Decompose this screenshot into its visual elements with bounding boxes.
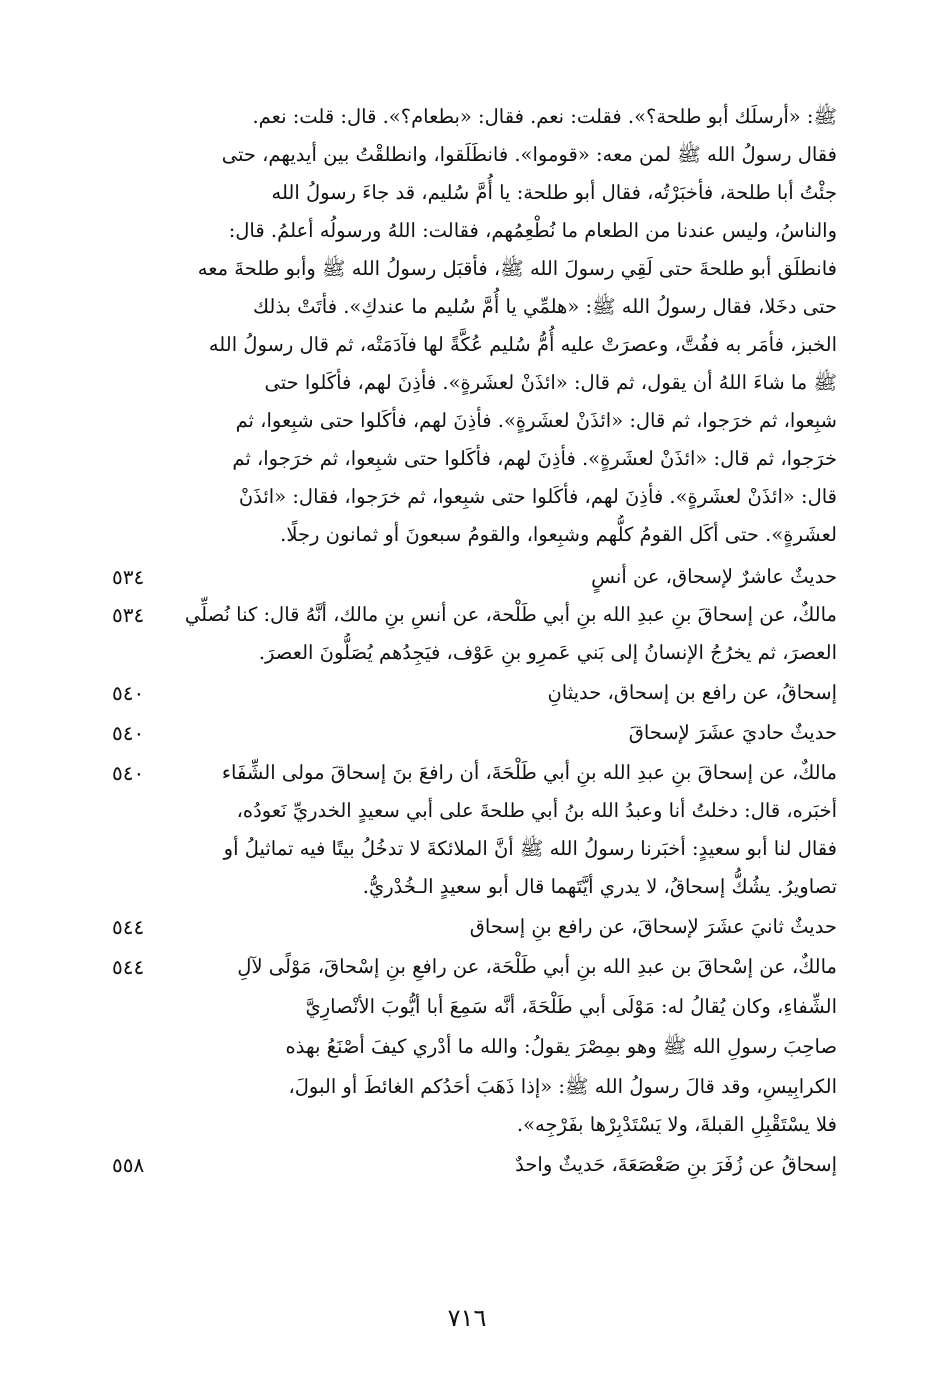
text-line: ﷺ: «أرسلَك أبو طلحة؟». فقلت: نعم. فقال: «بطعام؟». قال: قلت: نعم. <box>252 105 837 128</box>
index-page-number: ٥٤٤ <box>112 955 145 979</box>
index-page-number: ٥٤٤ <box>112 915 145 939</box>
text-line: ﷺ ما شاءَ اللهُ أن يقول، ثم قال: «ائذَنْ لعشَرةٍ». فأذِنَ لهم، فأكَلوا حتى <box>264 371 837 394</box>
index-entry-continuation: الكرابِيسِ، وقد قالَ رسولُ الله ﷺ: «إذا ذَهَبَ أحَدُكم الغائطَ أو البولَ، <box>288 1075 837 1098</box>
text-line: فانطلَق أبو طلحةَ حتى لَقِي رسولَ الله ﷺ، فأقبَل رسولُ الله ﷺ وأبو طلحةَ معه <box>197 257 837 280</box>
text-line: لعشَرةٍ». حتى أكَل القومُ كلُّهم وشبِعوا، والقومُ سبعونَ أو ثمانون رجلًا. <box>280 523 837 546</box>
text-line: حتى دخَلا، فقال رسولُ الله ﷺ: «هلمِّي يا أُمَّ سُليم ما عندكِ». فأتَتْ بذلك <box>252 295 837 318</box>
index-entry-continuation: فقال لنا أبو سعيدٍ: أخبَرنا رسولُ الله ﷺ أنَّ الملائكةَ لا تدخُلُ بيتًا فيه تماثيلُ أو <box>223 837 837 860</box>
index-heading: إسحاقُ عن زُفَرَ بنِ صَعْصَعَةَ، حَديثٌ واحدٌ <box>515 1153 837 1176</box>
index-page-number: ٥٥٨ <box>112 1153 145 1177</box>
text-line: شبِعوا، ثم خرَجوا، ثم قال: «ائذَنْ لعشَرةٍ». فأذِنَ لهم، فأكَلوا حتى شبِعوا، ثم <box>235 409 837 432</box>
index-heading: حديثٌ عاشرٌ لإسحاق، عن أنسٍ <box>591 565 837 588</box>
index-heading: حديثٌ حاديَ عشَرَ لإسحاقَ <box>628 721 837 744</box>
text-line: خرَجوا، ثم قال: «ائذَنْ لعشَرةٍ». فأذِنَ لهم، فأكَلوا حتى شبِعوا، ثم خرَجوا، ثم <box>232 447 837 470</box>
index-heading: حديثٌ ثانيَ عشَرَ لإسحاقَ، عن رافع بنِ إسحاق <box>469 915 837 938</box>
index-entry: مالكٌ، عن إسْحاقَ بن عبدِ الله بنِ أبي طَلْحَة، عن رافعِ بنِ إسْحاقَ، مَوْلًى لآلِ <box>237 955 837 978</box>
index-entry-continuation: صاحِبَ رسولِ الله ﷺ وهو بمِصْرَ يقولُ: والله ما أدْري كيفَ أصْنَعُ بهذه <box>285 1035 837 1058</box>
page-number: ٧١٦ <box>447 1304 487 1332</box>
index-entry-continuation: الشِّفاءِ، وكان يُقالُ له: مَوْلَى أبي طَلْحَةَ، أنَّه سَمِعَ أبا أيُّوبَ الأنْصارِيَّ <box>305 995 837 1018</box>
text-line: قال: «ائذَنْ لعشَرةٍ». فأذِنَ لهم، فأكَلوا حتى شبِعوا، ثم خرَجوا، فقال: «ائذَنْ <box>238 485 837 508</box>
text-line: جئْتُ أبا طلحة، فأخبَرْتُه، فقال أبو طلحة: يا أُمَّ سُليم، قد جاءَ رسولُ الله <box>271 181 837 204</box>
text-line: والناسُ، وليس عندنا من الطعام ما نُطْعِمُهم، فقالت: اللهُ ورسولُه أعلمُ. قال: <box>228 219 837 242</box>
index-entry: مالكٌ، عن إسحاقَ بنِ عبدِ الله بنِ أبي طَلْحَةَ، أن رافعَ بنَ إسحاقَ مولى الشِّفَاء <box>221 761 837 784</box>
text-line: فقال رسولُ الله ﷺ لمن معه: «قوموا». فانطَلَقوا، وانطلقْتُ بين أيديهم، حتى <box>221 143 837 166</box>
index-entry-continuation: فلا يسْتَقْبِلِ القبلةَ، ولا يَسْتَدْبِرْها بفَرْجِه». <box>516 1113 837 1136</box>
index-page-number: ٥٤٠ <box>112 761 145 785</box>
index-entry-continuation: أخبَره، قال: دخلتُ أنا وعبدُ الله بنُ أبي طلحةَ على أبي سعيدٍ الخدريِّ نَعودُه، <box>236 799 837 822</box>
index-entry-continuation: تصاويرُ. يشُكُّ إسحاقُ، لا يدري أيَّتَهما قال أبو سعيدٍ الـخُدْريُّ. <box>362 875 837 898</box>
index-entry-continuation: العصرَ، ثم يخرُجُ الإنسانُ إلى بَني عَمرِو بنِ عَوْف، فيَجِدُهم يُصَلُّونَ العصرَ. <box>258 641 837 664</box>
index-page-number: ٥٣٤ <box>112 603 145 627</box>
index-entry: مالكٌ، عن إسحاقَ بنِ عبدِ الله بنِ أبي طَلْحة، عن أنسِ بنِ مالك، أنَّهُ قال: كنا نُصلِّي <box>184 603 837 626</box>
index-page-number: ٥٣٤ <box>112 565 145 589</box>
index-page-number: ٥٤٠ <box>112 721 145 745</box>
index-page-number: ٥٤٠ <box>112 681 145 705</box>
text-line: الخبز، فأمَر به ففُتَّ، وعصرَتْ عليه أُمُّ سُليم عُكَّةً لها فآدَمَتْه، ثم قال رسولُ الله <box>208 333 837 356</box>
index-heading: إسحاقُ، عن رافع بن إسحاق، حديثانِ <box>547 681 837 704</box>
